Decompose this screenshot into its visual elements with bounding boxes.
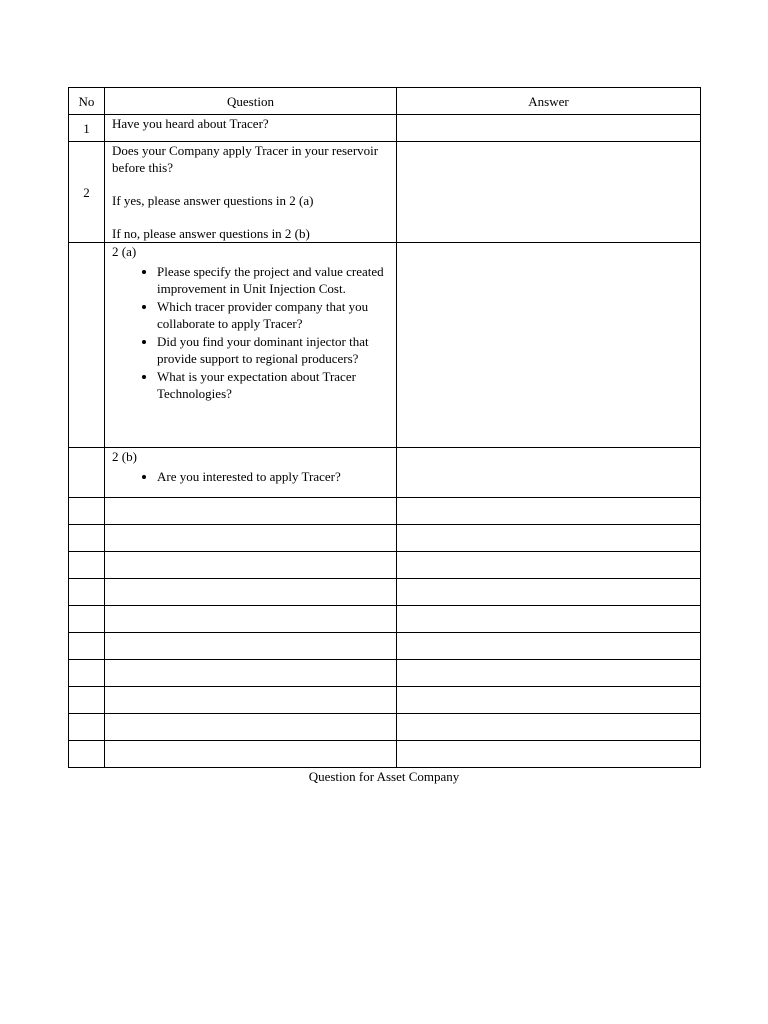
answer-cell[interactable] (397, 687, 701, 714)
row-number (69, 498, 105, 525)
answer-cell[interactable] (397, 115, 701, 142)
question-cell (105, 714, 397, 741)
bullet-item: • What is your expectation about Tracer Technologies? (157, 368, 389, 402)
table-row (69, 142, 701, 243)
question-cell (105, 660, 397, 687)
question-cell (105, 552, 397, 579)
row-number (69, 633, 105, 660)
question-cell (105, 579, 397, 606)
question-cell: Have you heard about Tracer? (105, 115, 397, 142)
row-number (69, 741, 105, 768)
answer-cell[interactable] (397, 448, 701, 498)
empty-row (69, 525, 701, 552)
instruction-no: If no, please answer questions in 2 (b) (112, 226, 310, 241)
row-number (69, 579, 105, 606)
questionnaire-table (68, 87, 701, 768)
row-number (69, 606, 105, 633)
empty-row (69, 552, 701, 579)
question-cell (105, 498, 397, 525)
instruction-yes: If yes, please answer questions in 2 (a) (112, 193, 314, 208)
header-answer: Answer (397, 88, 701, 115)
empty-row (69, 660, 701, 687)
empty-row (69, 606, 701, 633)
row-number (69, 525, 105, 552)
row-number (69, 243, 105, 448)
bullet-list (112, 468, 389, 485)
empty-row (69, 579, 701, 606)
bullet-item: • Did you find your dominant injector that provide support to regional producers? (157, 333, 389, 367)
row-number (69, 448, 105, 498)
answer-cell[interactable] (397, 660, 701, 687)
table-row (69, 115, 701, 142)
question-cell (105, 243, 397, 448)
subsection-label: 2 (b) (112, 449, 137, 464)
row-number: 1 (69, 115, 105, 142)
question-cell (105, 741, 397, 768)
bullet-item: • Which tracer provider company that you collaborate to apply Tracer? (157, 298, 389, 332)
question-cell (105, 606, 397, 633)
answer-cell[interactable] (397, 606, 701, 633)
answer-cell[interactable] (397, 741, 701, 768)
row-number: 2 (69, 142, 105, 243)
row-number (69, 660, 105, 687)
header-no: No (69, 88, 105, 115)
answer-cell[interactable] (397, 525, 701, 552)
answer-cell[interactable] (397, 633, 701, 660)
subsection-label: 2 (a) (112, 244, 137, 259)
table-caption: Question for Asset Company (308, 769, 460, 784)
question-cell (105, 448, 397, 498)
question-cell (105, 525, 397, 552)
bullet-item: • Are you interested to apply Tracer? (157, 468, 389, 485)
row-number (69, 687, 105, 714)
empty-row (69, 741, 701, 768)
question-cell (105, 633, 397, 660)
table-row (69, 243, 701, 448)
answer-cell[interactable] (397, 714, 701, 741)
answer-cell[interactable] (397, 498, 701, 525)
answer-cell[interactable] (397, 552, 701, 579)
empty-row (69, 687, 701, 714)
row-number (69, 552, 105, 579)
bullet-list (112, 263, 389, 402)
row-number (69, 714, 105, 741)
empty-row (69, 714, 701, 741)
empty-row (69, 498, 701, 525)
answer-cell[interactable] (397, 243, 701, 448)
answer-cell[interactable] (397, 579, 701, 606)
question-cell (105, 687, 397, 714)
question-text: Does your Company apply Tracer in your reservoir before this? (112, 143, 379, 175)
table-header-row (69, 88, 701, 115)
bullet-item: • Please specify the project and value created improvement in Unit Injection Cost. (157, 263, 389, 297)
question-cell (105, 142, 397, 243)
empty-row (69, 633, 701, 660)
header-question: Question (105, 88, 397, 115)
table-row (69, 448, 701, 498)
answer-cell[interactable] (397, 142, 701, 243)
